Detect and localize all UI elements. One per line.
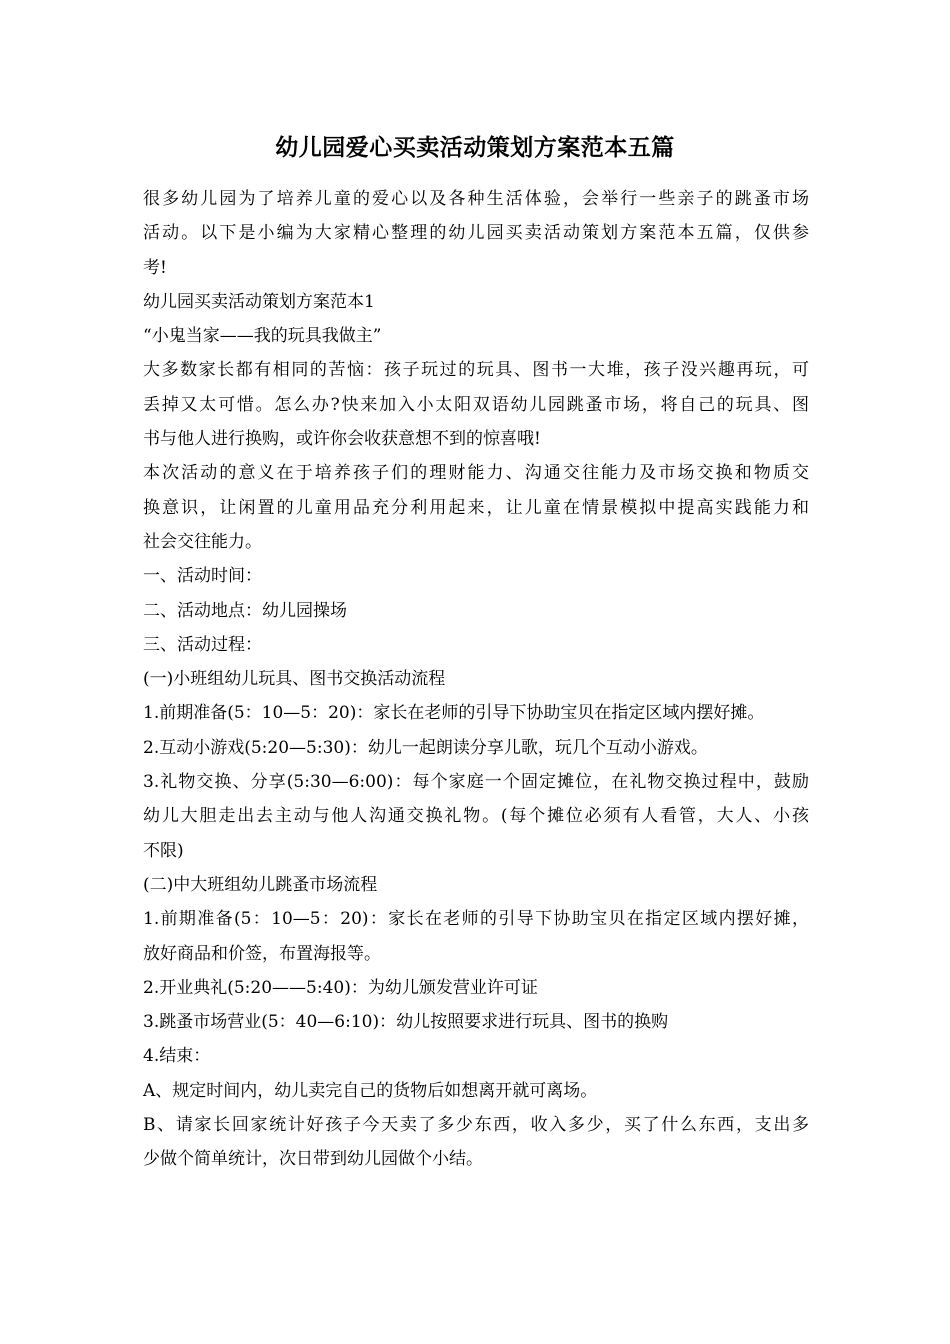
paragraph-line: A、规定时间内，幼儿卖完自己的货物后如想离开就可离场。 (143, 1080, 598, 1101)
paragraph (143, 628, 809, 662)
paragraph (143, 594, 809, 628)
paragraph-line: 书与他人进行换购，或许你会收获意想不到的惊喜哦! (143, 429, 541, 450)
paragraph-line: 二、活动地点：幼儿园操场 (143, 600, 347, 621)
paragraph-line: 丢掉又太可惜。怎么办?快来加入小太阳双语幼儿园跳蚤市场，将自己的玩具、图 (143, 394, 809, 415)
paragraph (143, 353, 809, 456)
paragraph (143, 765, 809, 868)
paragraph-line: 1.前期准备(5：10—5：20)：家长在老师的引导下协助宝贝在指定区域内摆好摊， (143, 909, 809, 930)
paragraph-line: 不限) (143, 840, 184, 861)
paragraph-line: 一、活动时间： (143, 566, 262, 587)
paragraph-line: 换意识，让闲置的儿童用品充分利用起来，让儿童在情景模拟中提高实践能力和 (143, 497, 809, 518)
paragraph (143, 182, 809, 285)
paragraph (143, 456, 809, 559)
paragraph-line: 幼儿大胆走出去主动与他人沟通交换礼物。(每个摊位必须有人看管，大人、小孩 (143, 806, 809, 827)
paragraph (143, 319, 809, 353)
paragraph-line: 幼儿园买卖活动策划方案范本1 (143, 291, 375, 312)
paragraph-line: 活动。以下是小编为大家精心整理的幼儿园买卖活动策划方案范本五篇，仅供参 (143, 223, 809, 244)
paragraph (143, 731, 809, 765)
paragraph (143, 1039, 809, 1073)
document-title: 幼儿园爱心买卖活动策划方案范本五篇 (275, 134, 675, 161)
document-body (143, 182, 809, 1177)
paragraph (143, 1108, 809, 1177)
paragraph (143, 285, 809, 319)
paragraph-line: 本次活动的意义在于培养孩子们的理财能力、沟通交往能力及市场交换和物质交 (143, 463, 809, 484)
paragraph (143, 902, 809, 971)
paragraph (143, 559, 809, 593)
paragraph-line: 很多幼儿园为了培养儿童的爱心以及各种生活体验，会举行一些亲子的跳蚤市场 (143, 189, 809, 209)
paragraph-line: 大多数家长都有相同的苦恼：孩子玩过的玩具、图书一大堆，孩子没兴趣再玩，可 (143, 360, 809, 381)
paragraph-line: (二)中大班组幼儿跳蚤市场流程 (143, 874, 378, 895)
paragraph-line: 放好商品和价签，布置海报等。 (143, 943, 381, 964)
paragraph (143, 662, 809, 696)
paragraph-line: 3.礼物交换、分享(5:30—6:00)：每个家庭一个固定摊位，在礼物交换过程中，鼓励 (143, 772, 809, 793)
paragraph-line: 3.跳蚤市场营业(5：40—6:10)：幼儿按照要求进行玩具、图书的换购 (143, 1012, 669, 1033)
paragraph-line: “小鬼当家——我的玩具我做主” (143, 326, 382, 347)
paragraph (143, 1074, 809, 1108)
paragraph-line: 4.结束： (143, 1046, 211, 1067)
paragraph-line: B、请家长回家统计好孩子今天卖了多少东西，收入多少，买了什么东西，支出多 (143, 1115, 809, 1136)
paragraph (143, 1005, 809, 1039)
paragraph-line: 2.互动小游戏(5:20—5:30)：幼儿一起朗读分享儿歌，玩几个互动小游戏。 (143, 737, 708, 758)
paragraph-line: 社会交往能力。 (143, 531, 262, 552)
paragraph-line: 考! (143, 257, 167, 278)
paragraph-line: 1.前期准备(5：10—5：20)：家长在老师的引导下协助宝贝在指定区域内摆好摊。 (143, 703, 765, 724)
paragraph (143, 971, 809, 1005)
paragraph-line: 三、活动过程： (143, 634, 262, 655)
paragraph (143, 696, 809, 730)
paragraph-line: (一)小班组幼儿玩具、图书交换活动流程 (143, 669, 446, 690)
paragraph-line: 少做个简单统计，次日带到幼儿园做个小结。 (143, 1149, 483, 1170)
paragraph-line: 2.开业典礼(5:20——5:40)：为幼儿颁发营业许可证 (143, 977, 538, 998)
paragraph (143, 868, 809, 902)
